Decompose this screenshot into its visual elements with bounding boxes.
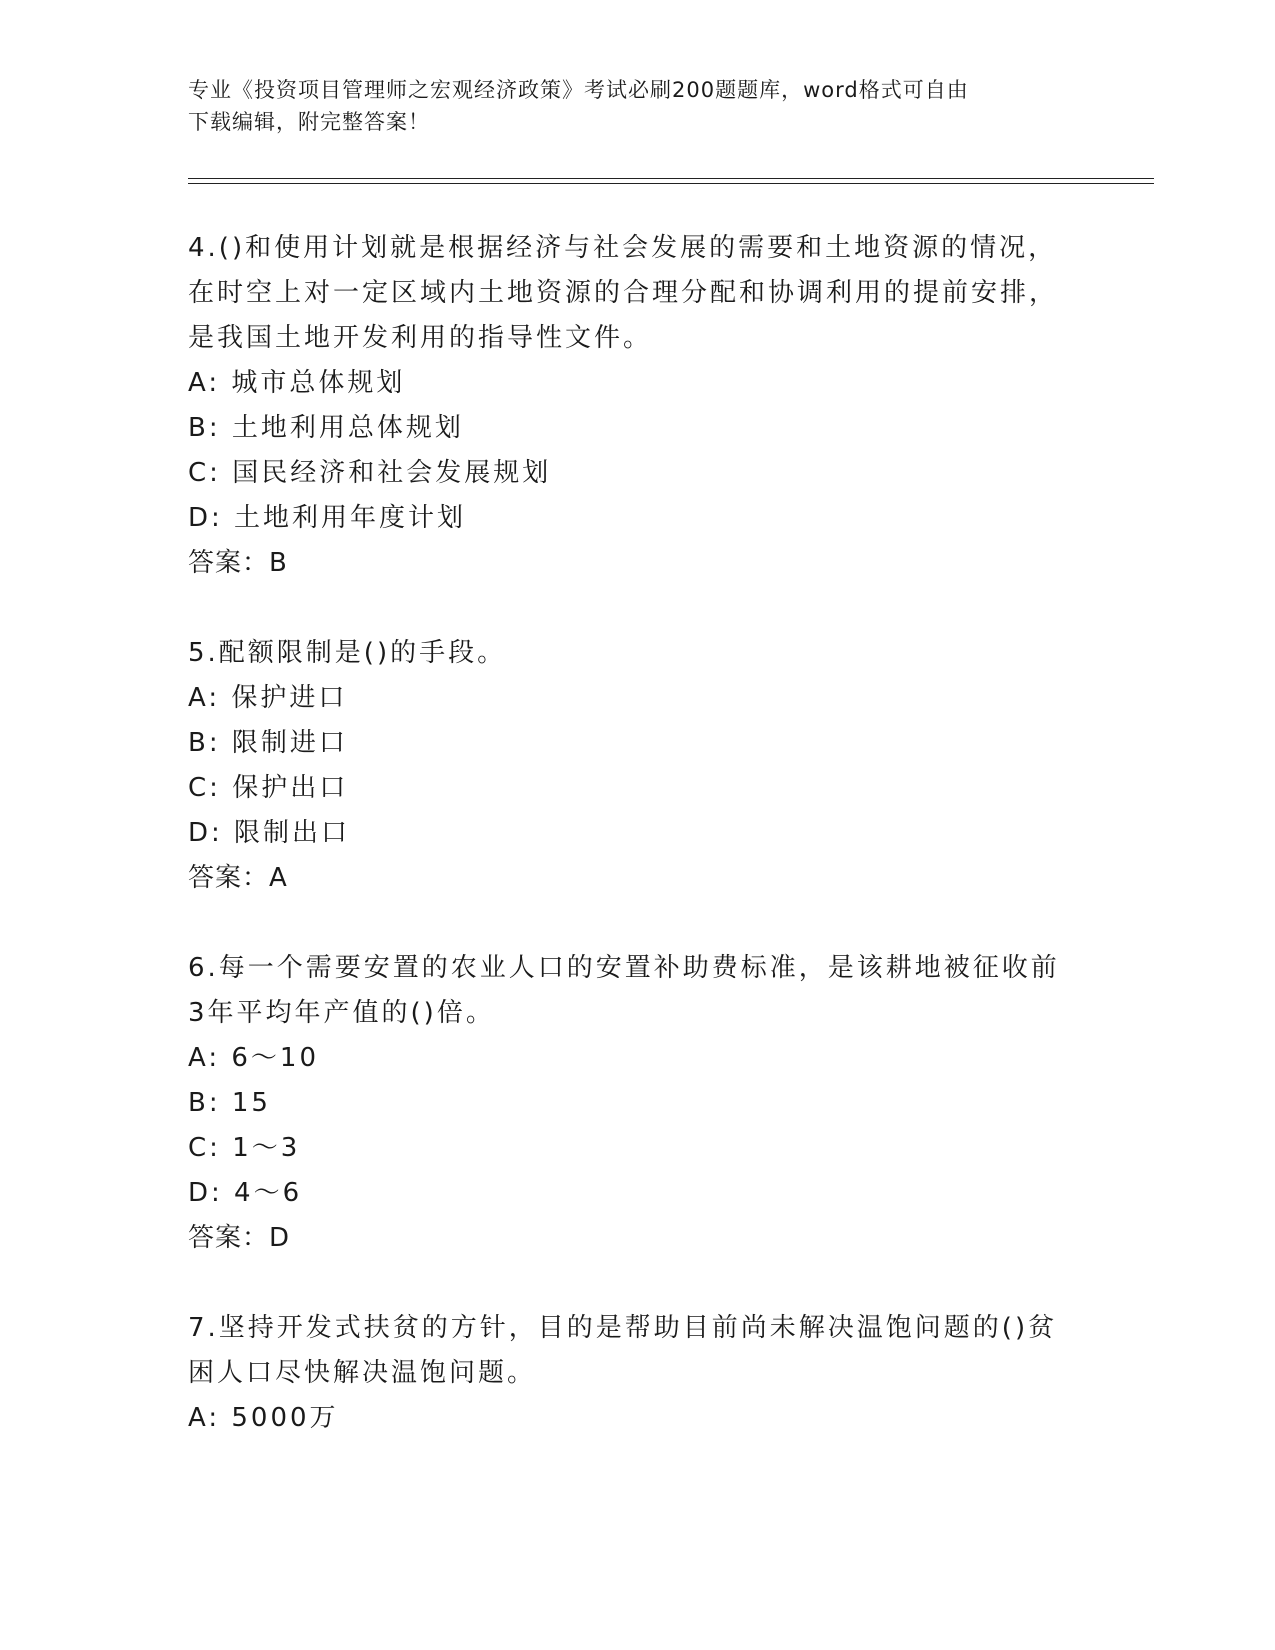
option-c	[188, 1126, 1088, 1171]
option-text: 6～10	[231, 1043, 319, 1073]
question-text-line: 3年平均年产值的()倍。	[188, 998, 495, 1028]
option-b	[188, 721, 1088, 766]
option-a	[188, 1396, 1088, 1441]
option-letter: B:	[188, 1088, 221, 1118]
option-text: 限制出口	[234, 818, 351, 848]
option-letter: D:	[188, 1178, 223, 1208]
question-item	[188, 631, 1088, 901]
header-divider-bottom	[188, 183, 1154, 184]
question-text-line: 5.配额限制是()的手段。	[188, 638, 507, 668]
question-text-line: 6.每一个需要安置的农业人口的安置补助费标准，是该耕地被征收前	[188, 953, 1060, 983]
option-c	[188, 451, 1088, 496]
option-letter: A:	[188, 368, 221, 398]
option-text: 限制进口	[231, 728, 348, 758]
header-line-1: 专业《投资项目管理师之宏观经济政策》考试必刷200题题库，word格式可自由	[188, 78, 969, 102]
option-text: 土地利用总体规划	[231, 413, 464, 443]
question-text-line: 是我国土地开发利用的指导性文件。	[188, 323, 653, 353]
question-text-line: 困人口尽快解决温饱问题。	[188, 1358, 537, 1388]
option-letter: C:	[188, 458, 221, 488]
option-text: 保护出口	[232, 773, 349, 803]
question-text-line: 在时空上对一定区域内土地资源的合理分配和协调利用的提前安排，	[188, 278, 1059, 308]
option-a	[188, 676, 1088, 721]
header-divider-top	[188, 178, 1154, 179]
option-d	[188, 1171, 1088, 1216]
option-letter: D:	[188, 503, 223, 533]
option-letter: A:	[188, 1403, 221, 1433]
option-b	[188, 406, 1088, 451]
option-text: 国民经济和社会发展规划	[232, 458, 552, 488]
option-text: 4～6	[234, 1178, 303, 1208]
option-letter: B:	[188, 728, 221, 758]
option-letter: B:	[188, 413, 221, 443]
option-letter: A:	[188, 683, 221, 713]
answer-label: 答案：A	[188, 863, 288, 893]
option-letter: C:	[188, 773, 221, 803]
question-list	[188, 226, 1088, 1486]
header-line-2: 下载编辑，附完整答案！	[188, 110, 430, 134]
question-text-line: 7.坚持开发式扶贫的方针，目的是帮助目前尚未解决温饱问题的()贫	[188, 1313, 1058, 1343]
question-text-line: 4.()和使用计划就是根据经济与社会发展的需要和土地资源的情况，	[188, 233, 1058, 263]
option-a	[188, 1036, 1088, 1081]
option-d	[188, 811, 1088, 856]
question-item	[188, 226, 1088, 586]
option-letter: D:	[188, 818, 223, 848]
option-letter: C:	[188, 1133, 221, 1163]
option-letter: A:	[188, 1043, 221, 1073]
option-text: 1～3	[232, 1133, 301, 1163]
answer-label: 答案：B	[188, 548, 288, 578]
option-a	[188, 361, 1088, 406]
question-item	[188, 946, 1088, 1261]
answer-label: 答案：D	[188, 1223, 291, 1253]
option-text: 城市总体规划	[231, 368, 406, 398]
document-header	[188, 74, 1068, 138]
question-item	[188, 1306, 1088, 1441]
option-text: 5000万	[231, 1403, 339, 1433]
option-c	[188, 766, 1088, 811]
option-text: 土地利用年度计划	[234, 503, 467, 533]
option-b	[188, 1081, 1088, 1126]
option-d	[188, 496, 1088, 541]
option-text: 保护进口	[231, 683, 348, 713]
option-text: 15	[231, 1088, 271, 1118]
